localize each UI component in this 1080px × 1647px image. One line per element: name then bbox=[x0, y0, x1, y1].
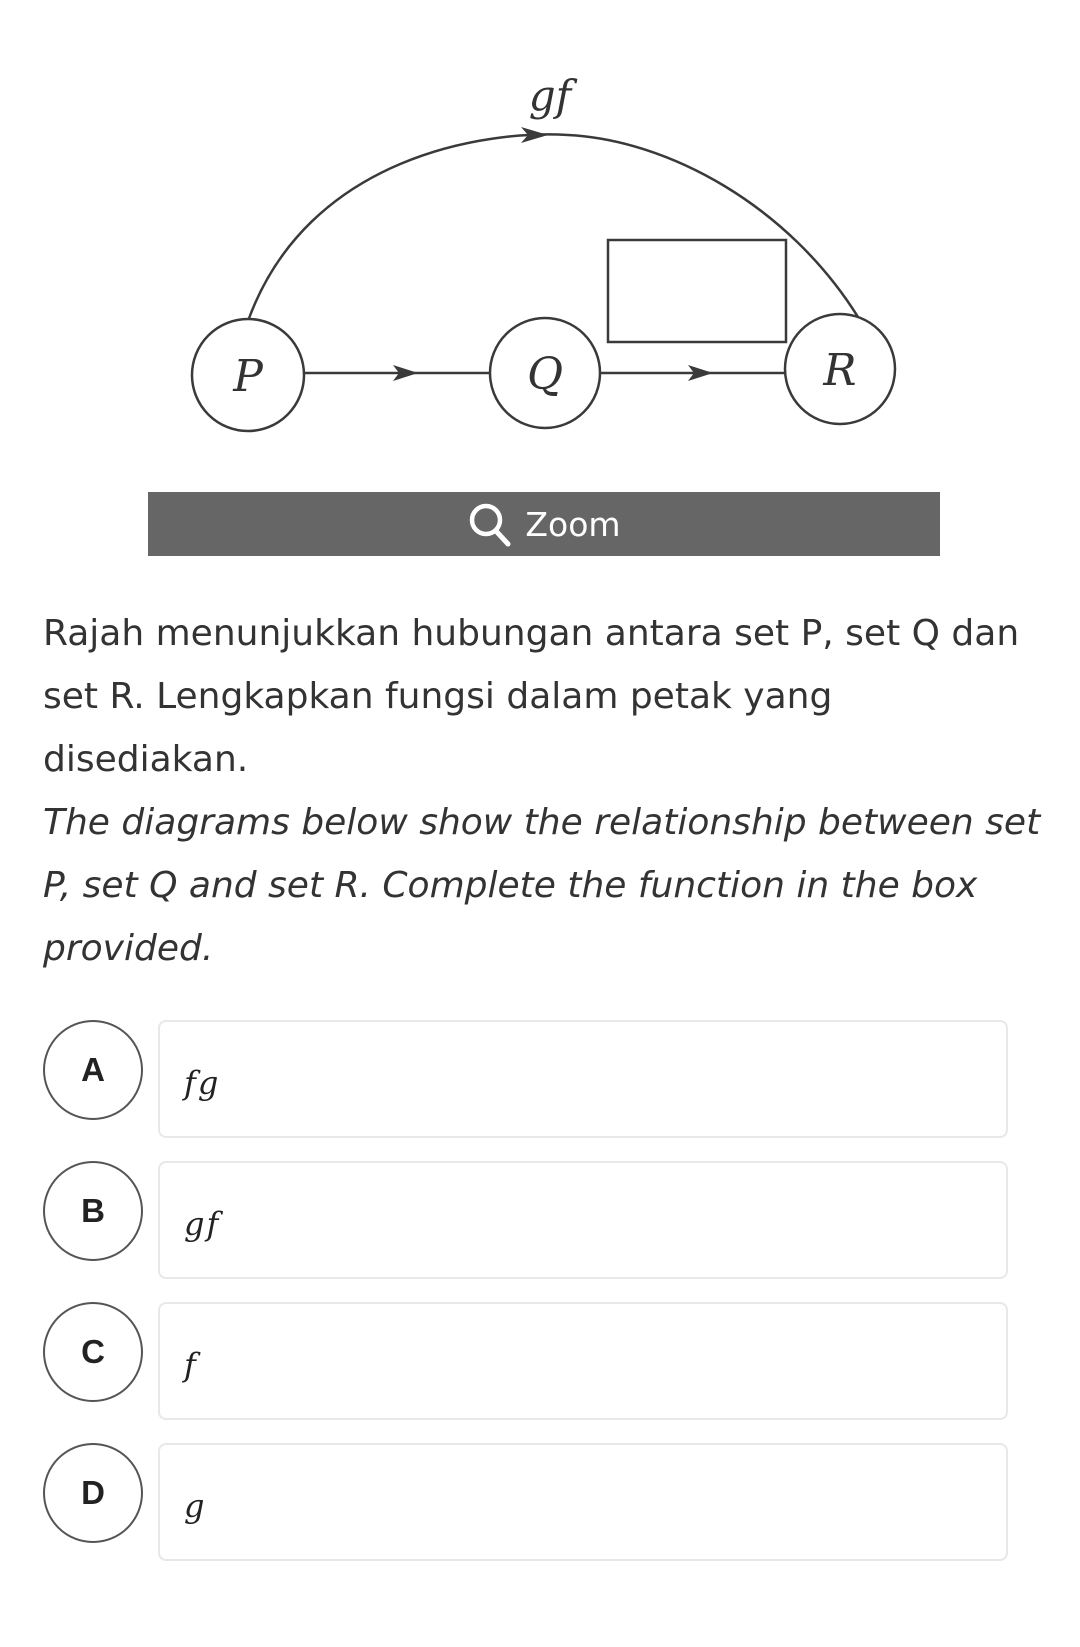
question-english: The diagrams below show the relationship between set P, set Q and set R. Complete the function in the box provided. bbox=[43, 802, 1041, 969]
question-text bbox=[43, 602, 1043, 980]
option-b-text: gf bbox=[184, 1205, 221, 1243]
option-a[interactable] bbox=[43, 1020, 1008, 1140]
node-p-label: P bbox=[233, 351, 263, 402]
option-d[interactable] bbox=[43, 1443, 1008, 1563]
option-c-text: f bbox=[184, 1346, 198, 1384]
option-c[interactable] bbox=[43, 1302, 1008, 1422]
relationship-diagram bbox=[148, 45, 940, 490]
magnifier-icon bbox=[467, 501, 513, 547]
option-c-letter: C bbox=[43, 1302, 143, 1402]
empty-function-box bbox=[608, 240, 786, 342]
node-r-label: R bbox=[823, 345, 857, 396]
option-c-box bbox=[158, 1302, 1008, 1420]
option-b-letter: B bbox=[43, 1161, 143, 1261]
zoom-label: Zoom bbox=[525, 504, 621, 544]
option-d-text: g bbox=[184, 1487, 207, 1525]
option-a-text: fg bbox=[184, 1064, 221, 1102]
option-b-box bbox=[158, 1161, 1008, 1279]
option-b[interactable] bbox=[43, 1161, 1008, 1281]
option-a-letter: A bbox=[43, 1020, 143, 1120]
zoom-button[interactable] bbox=[148, 492, 940, 556]
option-d-box bbox=[158, 1443, 1008, 1561]
option-d-letter: D bbox=[43, 1443, 143, 1543]
question-malay: Rajah menunjukkan hubungan antara set P, set Q dan set R. Lengkapkan fungsi dalam petak yang disediakan. bbox=[43, 613, 1020, 780]
arc-label: gf bbox=[528, 71, 572, 120]
diagram-svg bbox=[148, 45, 940, 490]
node-q-label: Q bbox=[526, 349, 564, 400]
option-a-box bbox=[158, 1020, 1008, 1138]
